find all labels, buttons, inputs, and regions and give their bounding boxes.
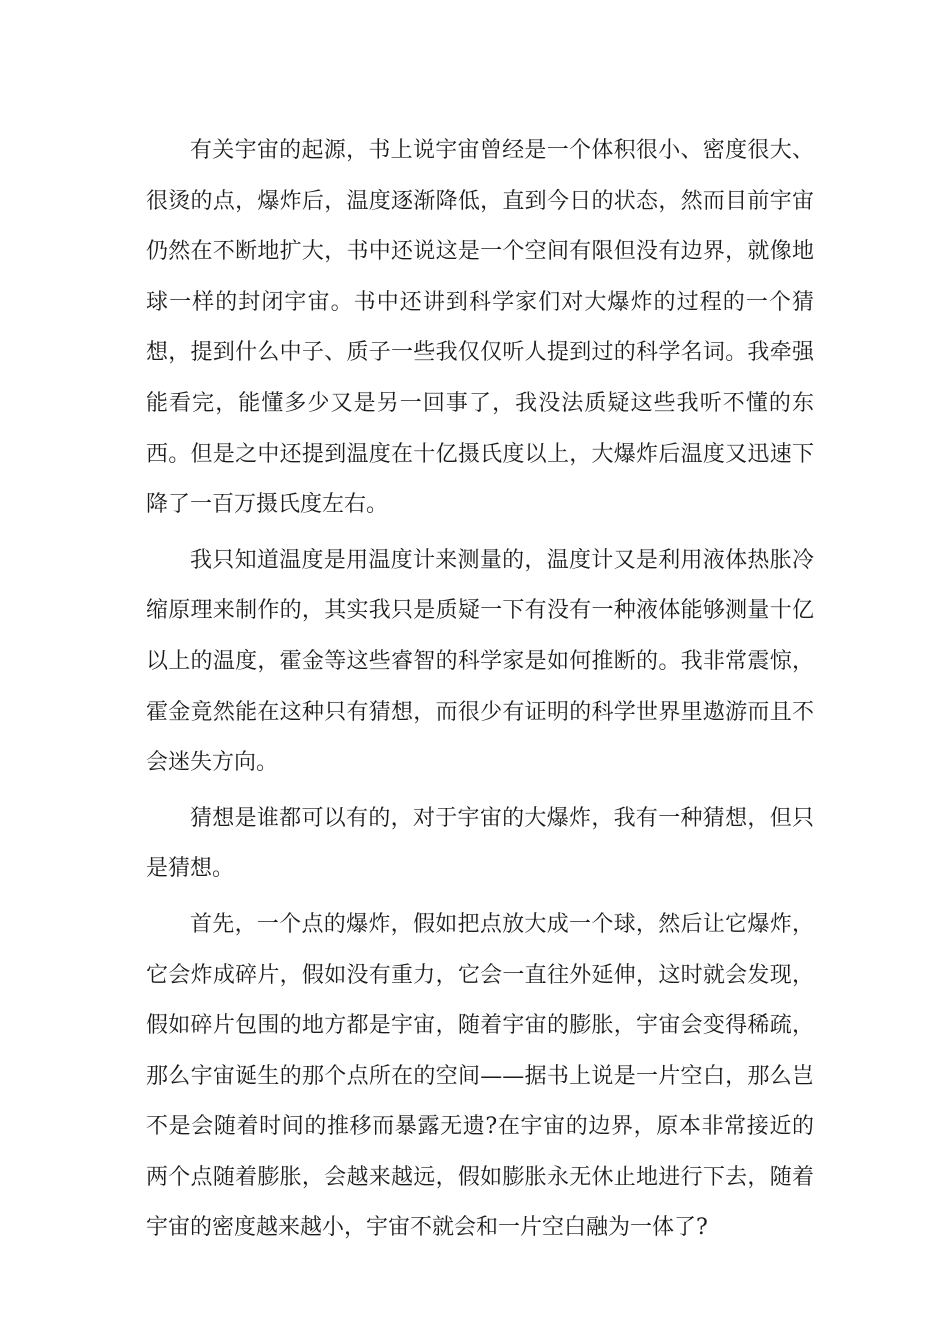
paragraph-3: 猜想是谁都可以有的，对于宇宙的大爆炸，我有一种猜想，但只是猜想。 xyxy=(146,805,814,882)
paragraph-1: 有关宇宙的起源，书上说宇宙曾经是一个体积很小、密度很大、很烫的点，爆炸后，温度逐渐降低，直到今日的状态，然而目前宇宙仍然在不断地扩大，书中还说这是一个空间有限但没有边界，就像地球一样的封闭宇宙。书中还讲到科学家们对大爆炸的过程的一个猜想，提到什么中子、质子一些我仅仅听人提到过的科学名词。我牵强能看完，能懂多少又是另一回事了，我没法质疑这些我听不懂的东西。但是之中还提到温度在十亿摄氏度以上，大爆炸后温度又迅速下降了一百万摄氏度左右。 xyxy=(146,138,814,518)
document-body xyxy=(146,126,814,1254)
paragraph-4: 首先，一个点的爆炸，假如把点放大成一个球，然后让它爆炸，它会炸成碎片，假如没有重力，它会一直往外延伸，这时就会发现，假如碎片包围的地方都是宇宙，随着宇宙的膨胀，宇宙会变得稀疏，那么宇宙诞生的那个点所在的空间——据书上说是一片空白，那么岂不是会随着时间的推移而暴露无遗?在宇宙的边界，原本非常接近的两个点随着膨胀，会越来越远，假如膨胀永无休止地进行下去，随着宇宙的密度越来越小，宇宙不就会和一片空白融为一体了? xyxy=(146,911,814,1241)
paragraph-2: 我只知道温度是用温度计来测量的，温度计又是利用液体热胀冷缩原理来制作的，其实我只是质疑一下有没有一种液体能够测量十亿以上的温度，霍金等这些睿智的科学家是如何推断的。我非常震惊，霍金竟然能在这种只有猜想，而很少有证明的科学世界里遨游而且不会迷失方向。 xyxy=(146,547,814,776)
